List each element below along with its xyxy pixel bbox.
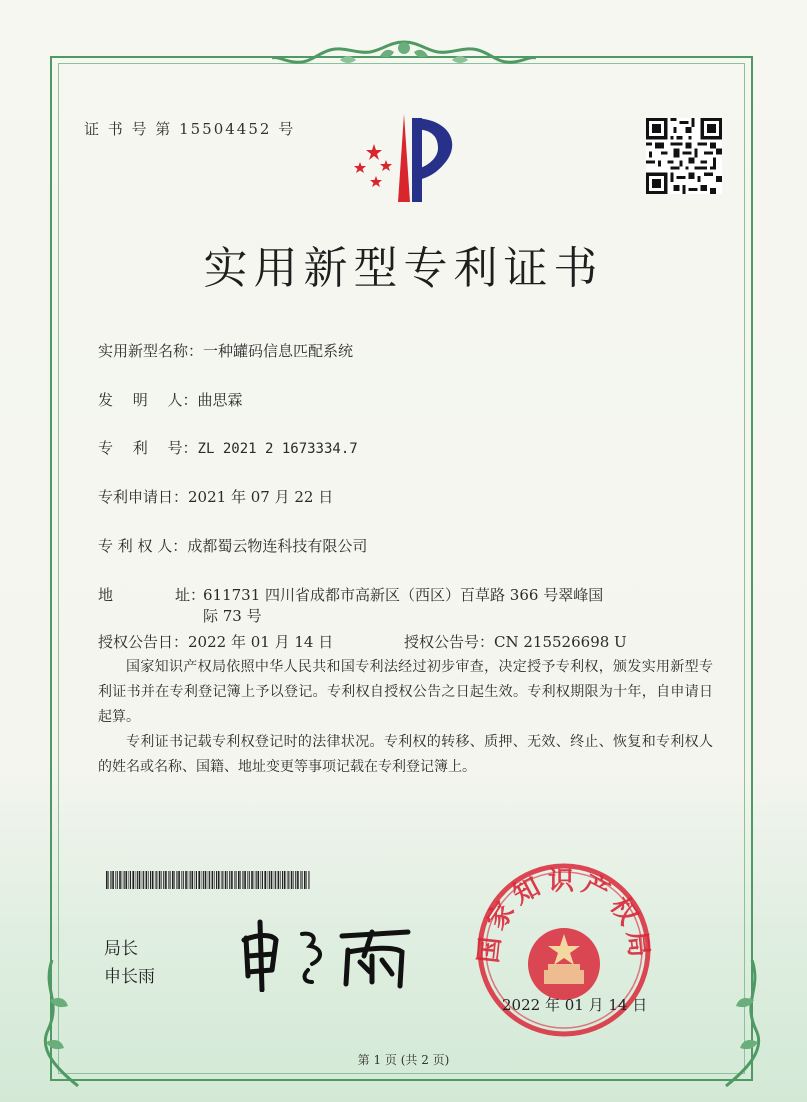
page-number: 第 1 页 (共 2 页): [357, 1053, 450, 1067]
barcode-icon: [106, 871, 310, 889]
field-label: 专 利 号：: [98, 439, 198, 457]
field-value: 曲思霖: [197, 391, 243, 409]
field-patentee: [98, 535, 367, 556]
handwritten-signature-icon: [232, 912, 422, 992]
certificate-title: 实用新型专利证书: [203, 243, 604, 294]
field-address-line-1: 611731 四川省成都市高新区（西区）百草路 366 号翠峰国: [203, 586, 604, 604]
seal-text: 国家知识产权局: [474, 866, 654, 965]
field-address-line-2: 际 73 号: [203, 607, 262, 625]
field-grant-date: [98, 631, 333, 652]
field-label: 实用新型名称：: [98, 342, 204, 360]
field-value: 2021 年 07 月 22 日: [188, 488, 334, 506]
seal-date: 2022 年 01 月 14 日: [502, 996, 648, 1014]
certificate-number: [84, 118, 295, 139]
signatory-role: 局长: [104, 939, 138, 959]
field-grant-number: [404, 631, 627, 652]
field-utility-model-name: [98, 340, 353, 361]
field-address-label-2: 址：: [175, 586, 206, 604]
body-paragraph-2: 专利证书记载专利权登记时的法律状况。专利权的转移、质押、无效、终止、恢复和专利权人的姓名或名称、国籍、地址变更等事项记载在专利登记簿上。: [98, 734, 713, 775]
signatory-name: 申长雨: [104, 967, 155, 987]
qr-code-icon: [646, 118, 722, 194]
field-label: 授权公告号：: [404, 633, 495, 651]
certificate-number-value: 15504452: [179, 120, 272, 138]
field-value: 2022 年 01 月 14 日: [188, 633, 334, 651]
patent-office-logo-icon: [340, 110, 468, 210]
certificate-number-label: 证 书 号 第: [84, 120, 173, 138]
field-label: 专利申请日：: [98, 488, 189, 506]
left-corner-ornament-icon: [38, 960, 98, 1090]
field-value: 成都蜀云物连科技有限公司: [187, 537, 368, 555]
top-ornament-icon: [270, 36, 538, 76]
field-patent-number: [98, 437, 358, 458]
field-filing-date: [98, 486, 333, 507]
body-paragraph-1: 国家知识产权局依照中华人民共和国专利法经过初步审查，决定授予专利权，颁发实用新型专利证书并在专利登记簿上予以登记。专利权自授权公告之日起生效。专利权期限为十年，自申请日起算。: [98, 659, 713, 725]
right-corner-ornament-icon: [706, 960, 766, 1090]
field-label: 发 明 人：: [98, 391, 198, 409]
certificate-body: [98, 655, 713, 780]
field-value: CN 215526698 U: [494, 633, 627, 651]
field-label: 专 利 权 人：: [98, 537, 188, 555]
field-label: 授权公告日：: [98, 633, 189, 651]
field-value: ZL 2021 2 1673334.7: [197, 441, 358, 457]
field-address-label-1: 地: [98, 586, 114, 604]
field-inventor: [98, 389, 243, 410]
field-value: 一种罐码信息匹配系统: [203, 342, 354, 360]
certificate-number-suffix: 号: [278, 120, 296, 138]
